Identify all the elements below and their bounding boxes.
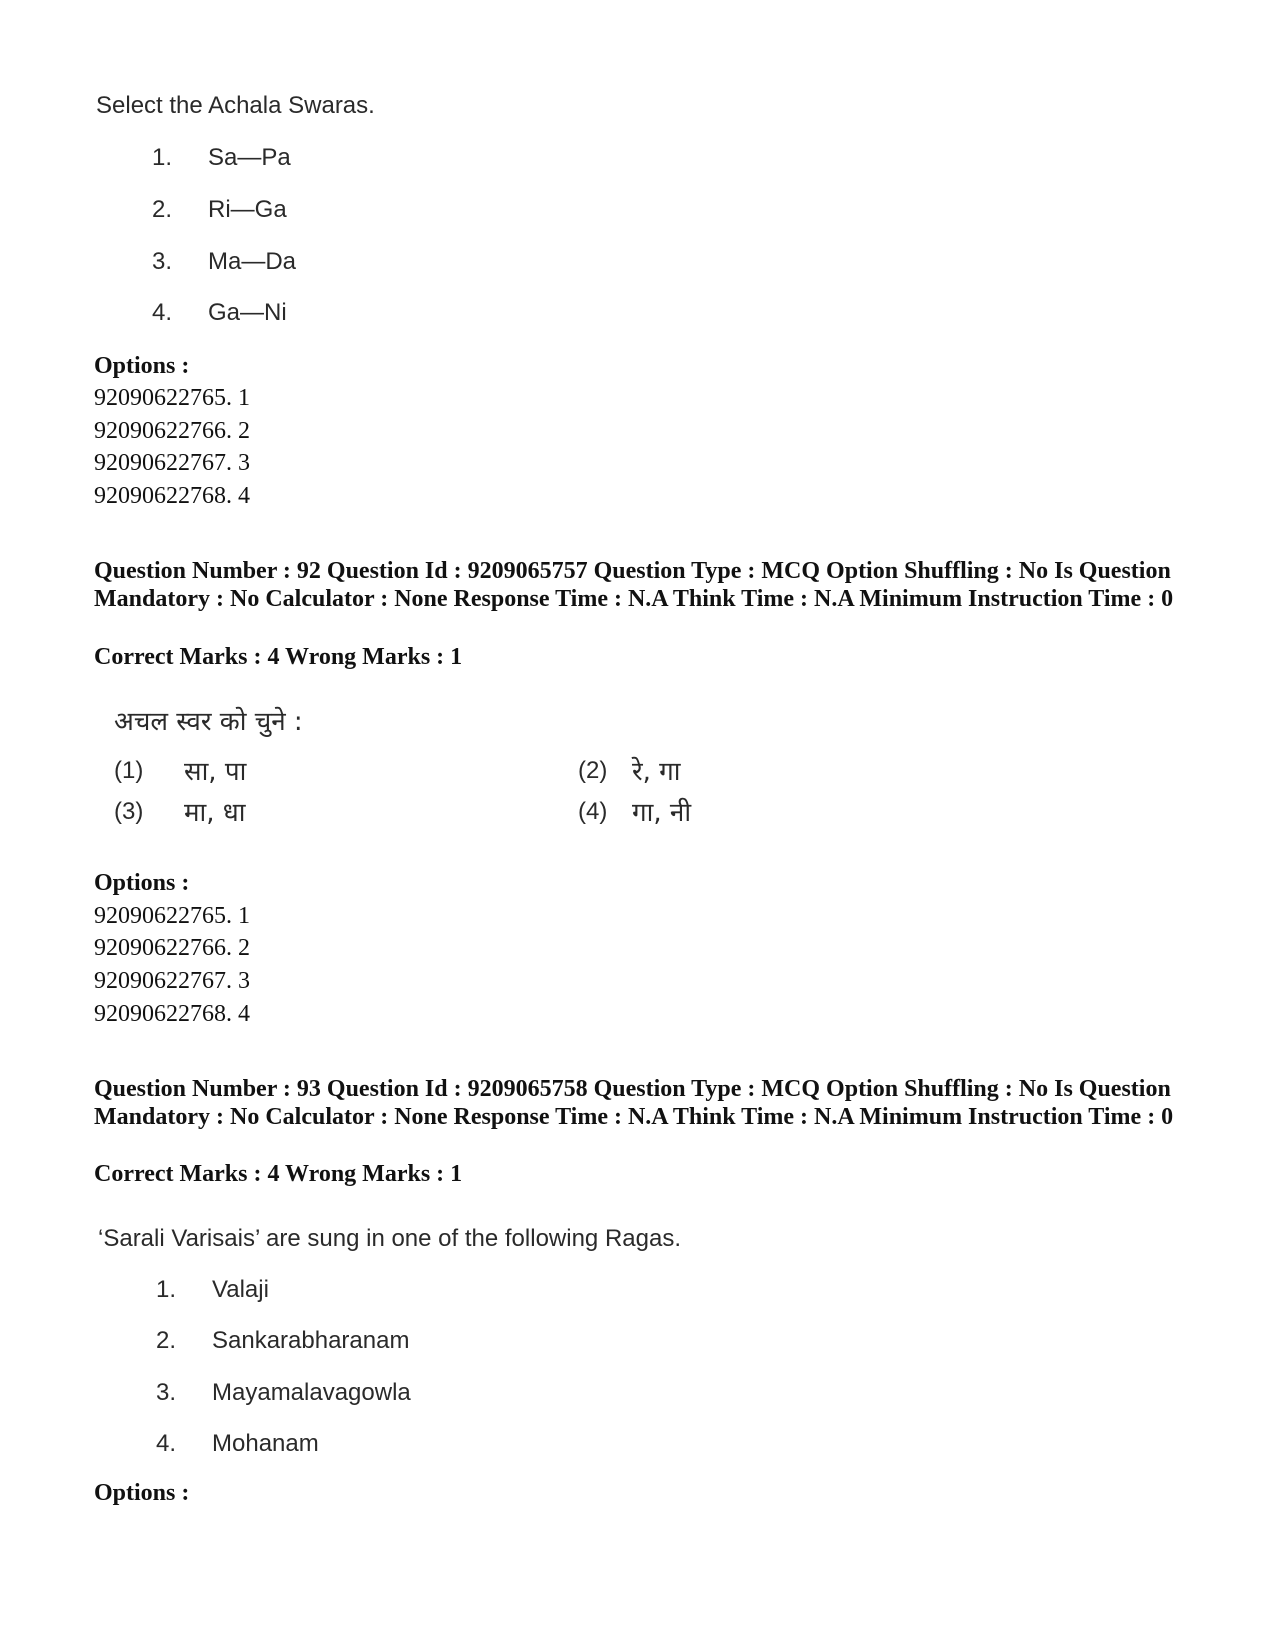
option-line: 92090622766. 2 — [94, 935, 250, 961]
list-item-text: Ma—Da — [208, 248, 297, 275]
options-label: Options : — [94, 1480, 190, 1506]
question-text-hindi: अचल स्वर को चुने : — [114, 707, 303, 737]
list-item-number: 1. — [156, 1276, 177, 1303]
option-line: 92090622765. 1 — [94, 385, 250, 411]
list-item-number: 2. — [152, 196, 173, 223]
hindi-item-number: (3) — [114, 798, 144, 825]
list-item-number: 4. — [152, 299, 173, 326]
hindi-item-number: (2) — [578, 757, 608, 784]
options-label: Options : — [94, 870, 190, 896]
question-meta: Question Number : 92 Question Id : 9209065757 Question Type : MCQ Option Shuffling : No Is Question Mandatory : No Calculator : None Response Time : N.A Think Time : N.A Minimum Instruction Time : 0 — [94, 558, 1174, 612]
list-item-number: 2. — [156, 1327, 177, 1354]
question-marks: Correct Marks : 4 Wrong Marks : 1 — [94, 644, 463, 670]
option-line: 92090622766. 2 — [94, 418, 250, 444]
list-item-text: Ga—Ni — [208, 299, 287, 326]
option-line: 92090622765. 1 — [94, 903, 250, 929]
question-marks: Correct Marks : 4 Wrong Marks : 1 — [94, 1161, 463, 1187]
list-item-number: 3. — [156, 1379, 177, 1406]
option-line: 92090622767. 3 — [94, 450, 250, 476]
option-line: 92090622768. 4 — [94, 1001, 250, 1027]
hindi-item-text: सा, पा — [184, 757, 247, 787]
list-item-text: Sa—Pa — [208, 144, 291, 171]
list-item-text: Ri—Ga — [208, 196, 287, 223]
question-meta: Question Number : 93 Question Id : 9209065758 Question Type : MCQ Option Shuffling : No Is Question Mandatory : No Calculator : None Response Time : N.A Think Time : N.A Minimum Instruction Time : 0 — [94, 1076, 1174, 1130]
hindi-item-text: मा, धा — [184, 798, 246, 828]
option-line: 92090622767. 3 — [94, 968, 250, 994]
list-item-number: 1. — [152, 144, 173, 171]
question-text: Select the Achala Swaras. — [96, 92, 375, 119]
hindi-item-text: गा, नी — [632, 798, 692, 828]
hindi-item-text: रे, गा — [632, 757, 681, 787]
list-item-text: Valaji — [212, 1276, 269, 1303]
options-label: Options : — [94, 353, 190, 379]
question-text: ‘Sarali Varisais’ are sung in one of the following Ragas. — [98, 1225, 681, 1252]
option-line: 92090622768. 4 — [94, 483, 250, 509]
list-item-text: Sankarabharanam — [212, 1327, 410, 1354]
list-item-text: Mohanam — [212, 1430, 319, 1457]
list-item-number: 3. — [152, 248, 173, 275]
hindi-item-number: (1) — [114, 757, 144, 784]
list-item-text: Mayamalavagowla — [212, 1379, 411, 1406]
hindi-item-number: (4) — [578, 798, 608, 825]
list-item-number: 4. — [156, 1430, 177, 1457]
